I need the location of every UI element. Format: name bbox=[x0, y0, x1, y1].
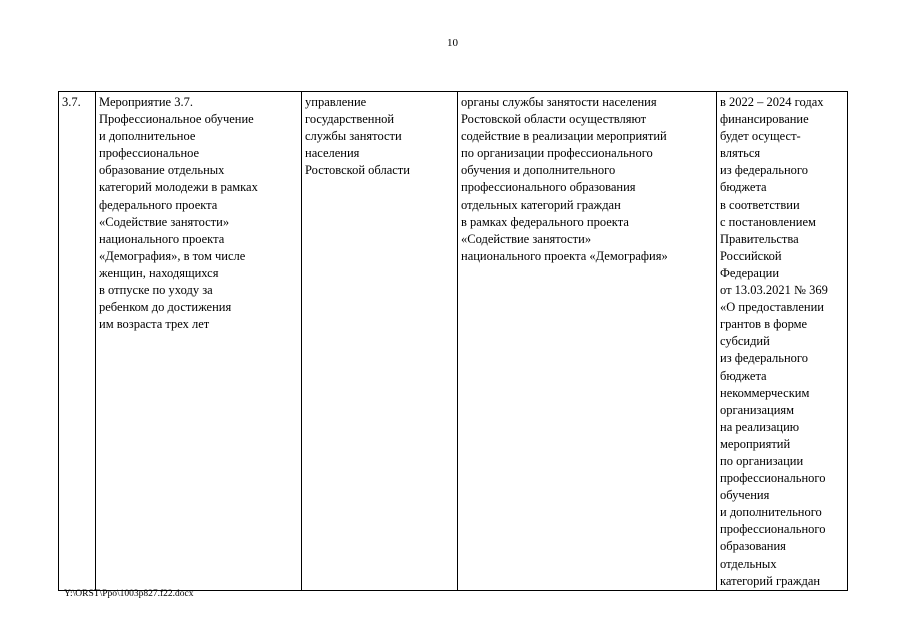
text-line: и дополнительное bbox=[99, 129, 196, 144]
text-line: «Содействие занятости» bbox=[99, 214, 230, 229]
text-line: образования bbox=[720, 539, 786, 554]
text-line: в соответствии bbox=[720, 197, 800, 212]
text-line: профессионального bbox=[720, 471, 826, 486]
text-line: от 13.03.2021 № 369 bbox=[720, 283, 828, 298]
text-line: содействие в реализации мероприятий bbox=[461, 129, 667, 144]
text-line: Российской bbox=[720, 248, 782, 263]
cell-measure bbox=[96, 92, 302, 591]
text-line: и дополнительного bbox=[720, 505, 822, 520]
text-line: по организации профессионального bbox=[461, 146, 653, 161]
text-line: управление bbox=[305, 95, 367, 109]
text-line: Профессиональное обучение bbox=[99, 112, 254, 127]
text-line: профессионального bbox=[720, 522, 826, 537]
text-line: службы занятости bbox=[305, 129, 402, 144]
text-line: бюджета bbox=[720, 180, 767, 195]
text-line: субсидий bbox=[720, 334, 770, 349]
text-line: отдельных bbox=[720, 556, 777, 571]
text-line: «О предоставлении bbox=[720, 300, 824, 315]
cell-executor bbox=[302, 92, 458, 591]
text-line: вляться bbox=[720, 146, 761, 161]
text-line: категорий граждан bbox=[720, 573, 821, 588]
text-line: по организации bbox=[720, 453, 804, 468]
text-line: мероприятий bbox=[720, 436, 791, 451]
text-line: Правительства bbox=[720, 231, 799, 246]
text-line: Ростовской области осуществляют bbox=[461, 112, 647, 127]
text-line: населения bbox=[305, 146, 360, 161]
text-line: в отпуске по уходу за bbox=[99, 283, 213, 298]
cell-number bbox=[59, 92, 96, 591]
text-line: из федерального bbox=[720, 163, 808, 178]
text-line: Федерации bbox=[720, 265, 780, 280]
text-line: национального проекта bbox=[99, 231, 225, 246]
text-line: в рамках федерального проекта bbox=[461, 214, 629, 229]
text-line: национального проекта «Демография» bbox=[461, 248, 668, 263]
page-number: 10 bbox=[447, 37, 458, 49]
cell-financing bbox=[717, 92, 848, 591]
text-line: Мероприятие 3.7. bbox=[99, 95, 193, 109]
text-line: обучения и дополнительного bbox=[461, 163, 616, 178]
text-line: с постановлением bbox=[720, 214, 816, 229]
text-line: в 2022 – 2024 годах bbox=[720, 95, 824, 109]
text-line: будет осущест- bbox=[720, 129, 801, 144]
text-line: государственной bbox=[305, 112, 395, 127]
text-line: профессиональное bbox=[99, 146, 200, 161]
text-line: категорий молодежи в рамках bbox=[99, 180, 258, 195]
text-line: грантов в форме bbox=[720, 317, 808, 332]
table-row bbox=[59, 92, 848, 591]
text-line: «Демография», в том числе bbox=[99, 248, 246, 263]
text-line: органы службы занятости населения bbox=[461, 95, 657, 109]
text-line: им возраста трех лет bbox=[99, 317, 210, 332]
text-line: некоммерческим bbox=[720, 385, 810, 400]
text-line: организациям bbox=[720, 402, 795, 417]
text-line: финансирование bbox=[720, 112, 809, 127]
cell-description bbox=[458, 92, 717, 591]
text-line: на реализацию bbox=[720, 419, 800, 434]
text-line: федерального проекта bbox=[99, 197, 218, 212]
text-line: ребенком до достижения bbox=[99, 300, 232, 315]
text-line: бюджета bbox=[720, 368, 767, 383]
text-line: из федерального bbox=[720, 351, 808, 366]
text-line: профессионального образования bbox=[461, 180, 636, 195]
row-number: 3.7. bbox=[62, 95, 81, 109]
text-line: обучения bbox=[720, 488, 770, 503]
text-line: «Содействие занятости» bbox=[461, 231, 592, 246]
text-line: образование отдельных bbox=[99, 163, 225, 178]
text-line: отдельных категорий граждан bbox=[461, 197, 621, 212]
text-line: женщин, находящихся bbox=[99, 265, 219, 280]
measures-table bbox=[58, 91, 848, 591]
text-line: Ростовской области bbox=[305, 163, 410, 178]
file-path-footer: Y:\ORST\Ppo\1003p827.f22.docx bbox=[64, 589, 194, 599]
